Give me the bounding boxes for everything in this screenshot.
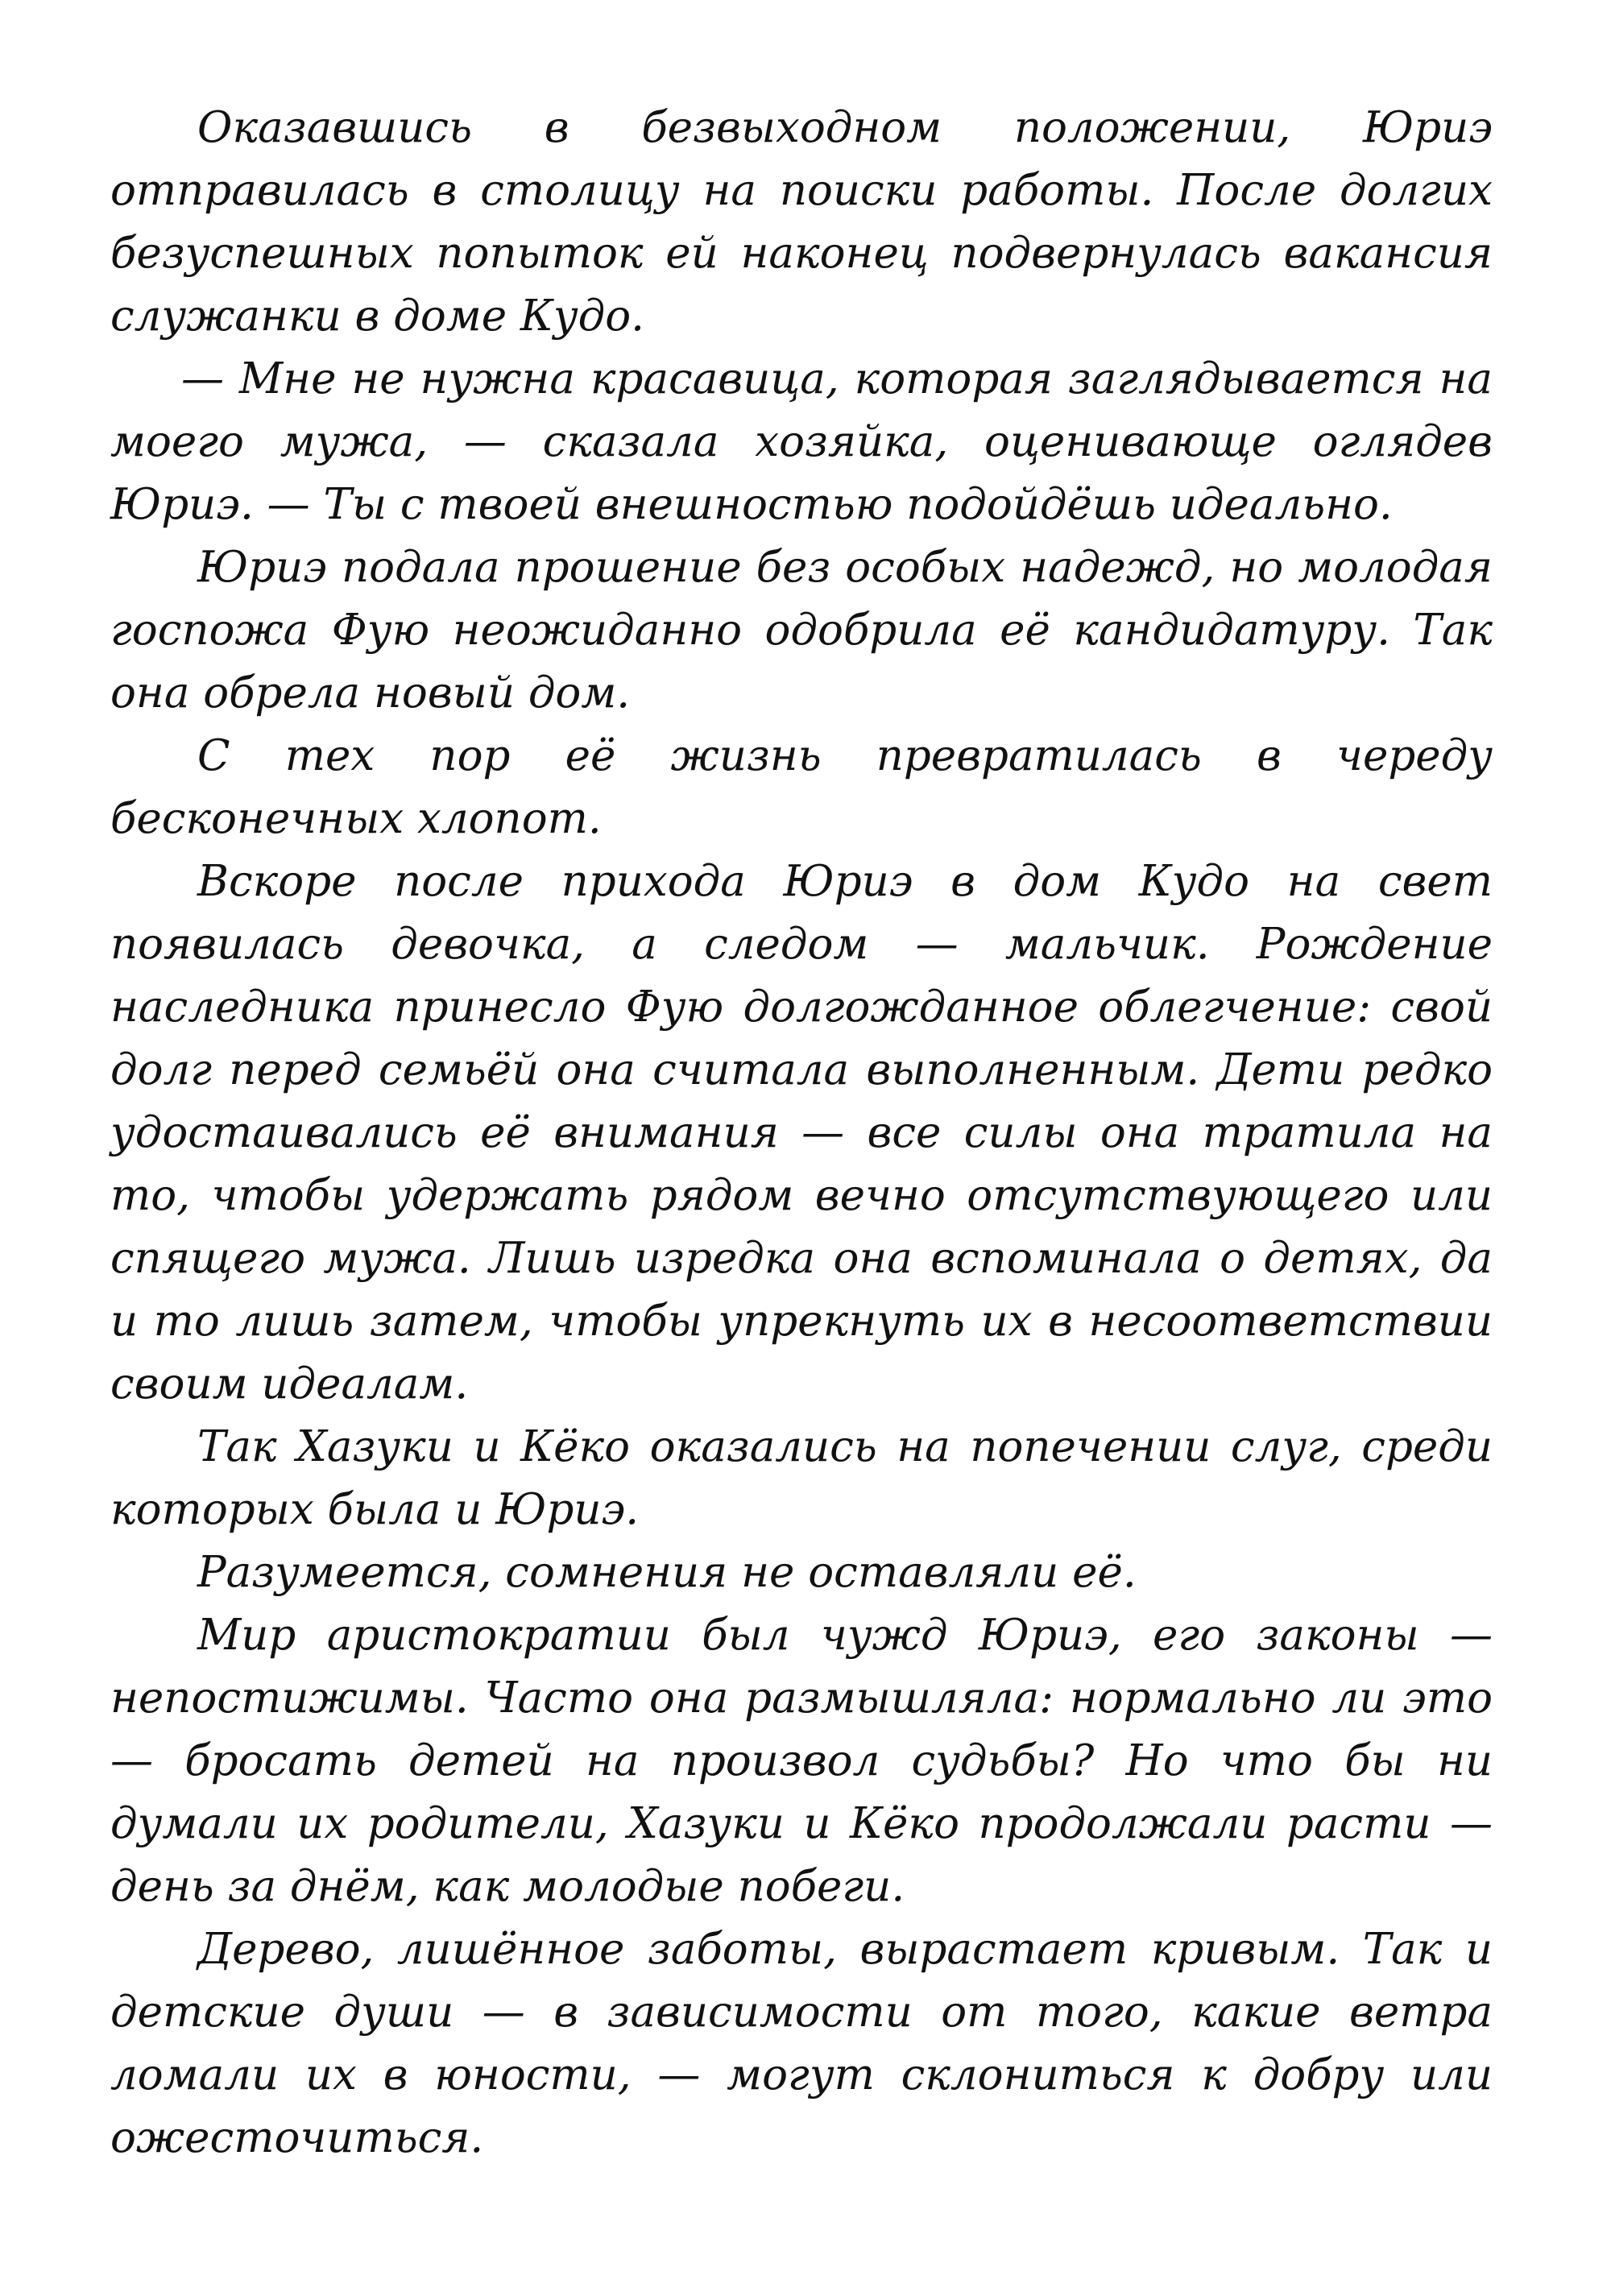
paragraph: С тех пор её жизнь превратилась в череду бесконечных хлопот. — [110, 731, 1493, 843]
paragraph: Мир аристократии был чужд Юриэ, его законы — непостижимы. Часто она размышляла: нормально ли это — бросать детей на произвол судьбы? Но что бы ни думали их родители, Хазуки и Кёко продолжали расти — день за днём, как молодые побеги. — [110, 1611, 1493, 1911]
paragraph: Вскоре после прихода Юриэ в дом Кудо на свет появилась девочка, а следом — мальчик. Рождение наследника принесло Фую долгожданное облегчение: свой долг перед семьёй она считала выполненным. Дети редко удостаивались её внимания — все силы она тратила на то, чтобы удержать рядом вечно отсутствующего или спящего мужа. Лишь изредка она вспоминала о детях, да и то лишь затем, чтобы упрекнуть их в несоответствии своим идеалам. — [110, 857, 1493, 1409]
paragraph: Разумеется, сомнения не оставляли её. — [197, 1548, 1137, 1597]
paragraph: Так Хазуки и Кёко оказались на попечении слуг, среди которых была и Юриэ. — [110, 1422, 1493, 1534]
paragraph: Оказавшись в безвыходном положении, Юриэ отправилась в столицу на поиски работы. После долгих безуспешных попыток ей наконец подвернулась вакансия служанки в доме Кудо. — [110, 103, 1493, 341]
dialogue-paragraph: — Мне не нужна красавица, которая заглядывается на моего мужа, — сказала хозяйка, оценивающе оглядев Юриэ. — Ты с твоей внешностью подойдёшь идеально. — [110, 354, 1493, 529]
paragraph: Юриэ подала прошение без особых надежд, но молодая госпожа Фую неожиданно одобрила её кандидатуру. Так она обрела новый дом. — [110, 543, 1493, 718]
body-text — [110, 97, 1493, 2170]
paragraph: Дерево, лишённое заботы, вырастает кривым. Так и детские души — в зависимости от того, какие ветра ломали их в юности, — могут склониться к добру или ожесточиться. — [110, 1925, 1493, 2162]
